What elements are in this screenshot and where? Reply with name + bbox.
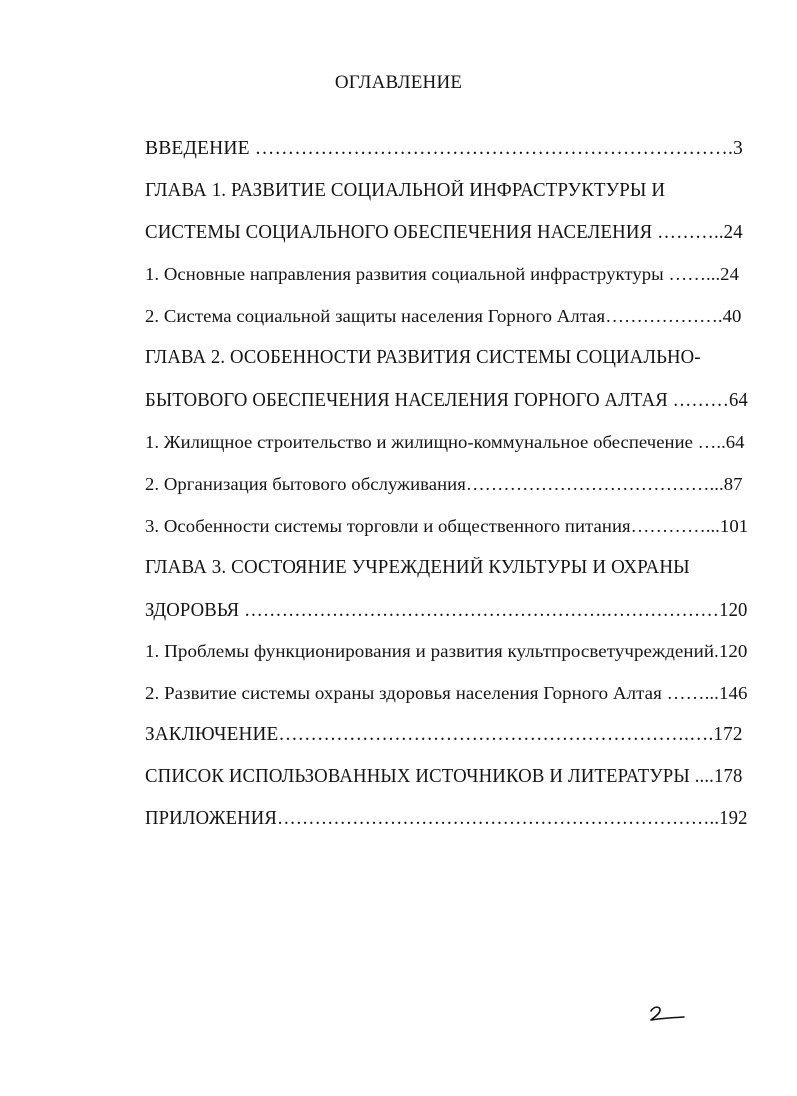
toc-chapter-2-title-line-1: ГЛАВА 2. ОСОБЕННОСТИ РАЗВИТИЯ СИСТЕМЫ СОЦИАЛЬНО- xyxy=(145,347,701,368)
toc-chapter-2-section-1: 1. Жилищное строительство и жилищно-коммунальное обеспечение …..64 xyxy=(145,432,745,452)
toc-appendix: ПРИЛОЖЕНИЯ……………………………………………………………..192 xyxy=(145,808,748,829)
toc-chapter-2-title-line-2: БЫТОВОГО ОБЕСПЕЧЕНИЯ НАСЕЛЕНИЯ ГОРНОГО АЛТАЯ ………64 xyxy=(145,390,748,411)
toc-chapter-1-title-line-2: СИСТЕМЫ СОЦИАЛЬНОГО ОБЕСПЕЧЕНИЯ НАСЕЛЕНИЯ ………..24 xyxy=(145,222,743,243)
toc-conclusion: ЗАКЛЮЧЕНИЕ……………………………………………………….….172 xyxy=(145,724,743,745)
handwritten-page-number xyxy=(648,1003,688,1030)
toc-chapter-1-title-line-1: ГЛАВА 1. РАЗВИТИЕ СОЦИАЛЬНОЙ ИНФРАСТРУКТУРЫ И xyxy=(145,180,666,201)
toc-intro: ВВЕДЕНИЕ ……………………………………………………………….3 xyxy=(145,138,743,159)
toc-sources: СПИСОК ИСПОЛЬЗОВАННЫХ ИСТОЧНИКОВ И ЛИТЕРАТУРЫ ....178 xyxy=(145,766,743,787)
toc-chapter-1-section-1: 1. Основные направления развития социальной инфраструктуры ……...24 xyxy=(145,264,739,284)
toc-chapter-3-title-line-2: ЗДОРОВЬЯ ………………………………………………….………………120 xyxy=(145,600,748,621)
toc-chapter-3-title-line-1: ГЛАВА 3. СОСТОЯНИЕ УЧРЕЖДЕНИЙ КУЛЬТУРЫ И ОХРАНЫ xyxy=(145,557,690,578)
toc-chapter-2-section-3: 3. Особенности системы торговли и общественного питания…………...101 xyxy=(145,516,749,536)
toc-chapter-2-section-2: 2. Организация бытового обслуживания…………………………………...87 xyxy=(145,474,743,494)
page-title: ОГЛАВЛЕНИЕ xyxy=(334,72,463,93)
toc-chapter-3-section-1: 1. Проблемы функционирования и развития культпросветучреждений.120 xyxy=(145,641,748,661)
toc-chapter-3-section-2: 2. Развитие системы охраны здоровья населения Горного Алтая ……...146 xyxy=(145,683,748,703)
toc-chapter-1-section-2: 2. Система социальной защиты населения Горного Алтая……………….40 xyxy=(145,306,742,326)
